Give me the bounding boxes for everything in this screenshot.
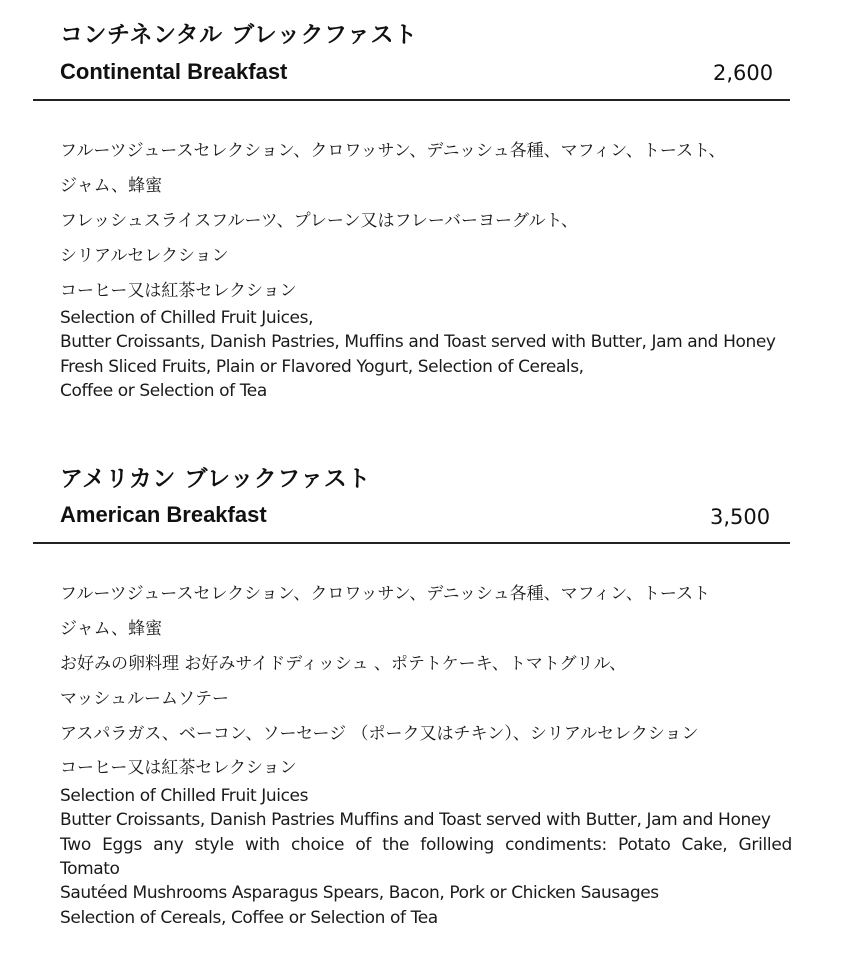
american-en-eggs-line: Two Eggs any style with choice of the following condiments: Potato Cake, Grilled <box>60 835 792 855</box>
american-divider <box>33 542 790 544</box>
american-jp-line: フルーツジュースセレクション、クロワッサン、デニッシュ各種、マフィン、トースト <box>60 584 711 604</box>
continental-price: 2,600 <box>713 61 774 85</box>
american-jp-line: コーヒー又は紅茶セレクション <box>60 758 297 778</box>
continental-en-line: Fresh Sliced Fruits, Plain or Flavored Yogurt, Selection of Cereals, <box>60 357 584 377</box>
continental-en-line: Butter Croissants, Danish Pastries, Muffins and Toast served with Butter, Jam and Honey <box>60 332 776 352</box>
american-jp-line: マッシュルームソテー <box>60 689 229 709</box>
american-jp-line: ジャム、蜂蜜 <box>60 619 163 639</box>
continental-jp-line: コーヒー又は紅茶セレクション <box>60 281 297 301</box>
continental-en-line: Coffee or Selection of Tea <box>60 381 267 401</box>
american-title-jp: アメリカン ブレックファスト <box>60 466 371 492</box>
american-en-eggs-line-cont: Tomato <box>60 859 120 879</box>
american-jp-line: アスパラガス、ベーコン、ソーセージ （ポーク又はチキン）、シリアルセレクション <box>60 724 699 744</box>
continental-title-jp: コンチネンタル ブレックファスト <box>60 22 418 48</box>
continental-en-line: Selection of Chilled Fruit Juices, <box>60 308 314 328</box>
american-price: 3,500 <box>710 505 771 529</box>
continental-jp-line: ジャム、蜂蜜 <box>60 176 163 196</box>
american-en-line: Selection of Chilled Fruit Juices <box>60 786 309 806</box>
american-en-line: Selection of Cereals, Coffee or Selection of Tea <box>60 908 438 928</box>
american-en-line: Sautéed Mushrooms Asparagus Spears, Bacon, Pork or Chicken Sausages <box>60 883 659 903</box>
american-en-line: Butter Croissants, Danish Pastries Muffins and Toast served with Butter, Jam and Honey <box>60 810 771 830</box>
continental-divider <box>33 99 790 101</box>
continental-title-en: Continental Breakfast <box>60 59 288 84</box>
american-title-en: American Breakfast <box>60 502 267 527</box>
continental-jp-line: フレッシュスライスフルーツ、プレーン又はフレーバーヨーグルト、 <box>60 211 578 231</box>
continental-jp-line: シリアルセレクション <box>60 246 229 266</box>
continental-jp-line: フルーツジュースセレクション、クロワッサン、デニッシュ各種、マフィン、トースト、 <box>60 141 726 161</box>
american-jp-line: お好みの卵料理 お好みサイドディッシュ 、ポテトケーキ、トマトグリル、 <box>60 654 627 674</box>
